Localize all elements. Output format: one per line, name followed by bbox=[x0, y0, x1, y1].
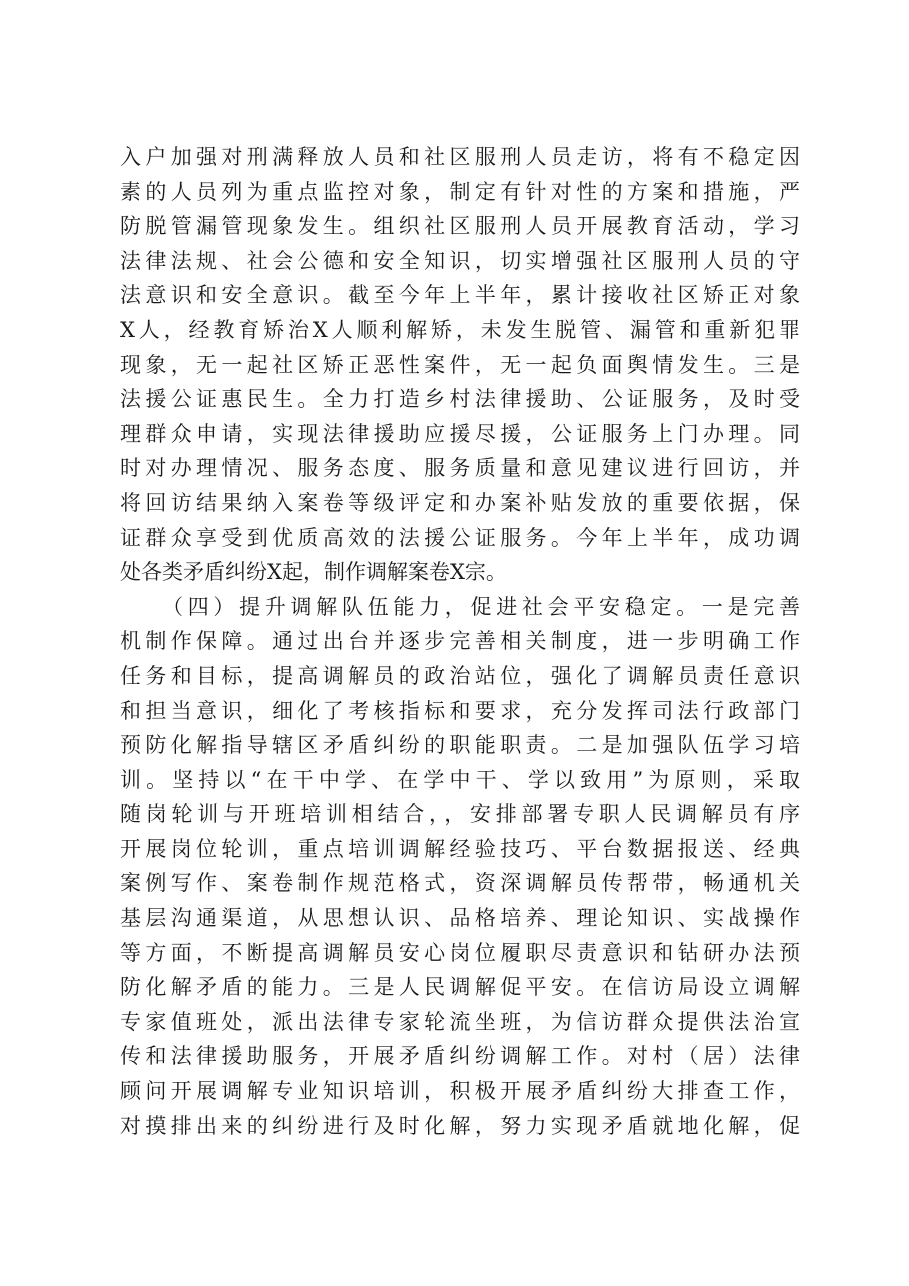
text-line: 传和法律援助服务，开展矛盾纠纷调解工作。对村（居）法律 bbox=[120, 1044, 800, 1069]
text-line: 素的人员列为重点监控对象，制定有针对性的方案和措施，严 bbox=[120, 179, 800, 204]
body-text bbox=[120, 140, 800, 1143]
text-line: 现象，无一起社区矫正恶性案件，无一起负面舆情发生。三是 bbox=[120, 352, 800, 377]
text-line: 专家值班处，派出法律专家轮流坐班，为信访群众提供法治宣 bbox=[120, 1009, 800, 1034]
text-line: 案例写作、案卷制作规范格式，资深调解员传帮带，畅通机关 bbox=[120, 871, 800, 896]
text-line: 预防化解指导辖区矛盾纠纷的职能职责。二是加强队伍学习培 bbox=[120, 733, 800, 758]
text-line: 证群众享受到优质高效的法援公证服务。今年上半年，成功调 bbox=[120, 525, 800, 550]
text-line: 法意识和安全意识。截至今年上半年，累计接收社区矫正对象 bbox=[120, 283, 800, 308]
text-line: 开展岗位轮训，重点培训调解经验技巧、平台数据报送、经典 bbox=[120, 836, 800, 861]
paragraph-end-line: 处各类矛盾纠纷X起，制作调解案卷X宗。 bbox=[120, 560, 507, 585]
text-line: 将回访结果纳入案卷等级评定和办案补贴发放的重要依据，保 bbox=[120, 490, 800, 515]
text-line: 防化解矛盾的能力。三是人民调解促平安。在信访局设立调解 bbox=[120, 975, 800, 1000]
text-line: 等方面，不断提高调解员安心岗位履职尽责意识和钻研办法预 bbox=[120, 940, 800, 965]
paragraph-start-line: （四）提升调解队伍能力，促进社会平安稳定。一是完善 bbox=[162, 594, 800, 619]
text-line: 和担当意识，细化了考核指标和要求，充分发挥司法行政部门 bbox=[120, 698, 800, 723]
text-line: 理群众申请，实现法律援助应援尽援，公证服务上门办理。同 bbox=[120, 421, 800, 446]
text-line: 机制作保障。通过出台并逐步完善相关制度，进一步明确工作 bbox=[120, 629, 800, 654]
text-line: 任务和目标，提高调解员的政治站位，强化了调解员责任意识 bbox=[120, 663, 800, 688]
text-line: X人，经教育矫治X人顺利解矫，未发生脱管、漏管和重新犯罪 bbox=[120, 317, 800, 342]
text-line: 基层沟通渠道，从思想认识、品格培养、理论知识、实战操作 bbox=[120, 906, 800, 931]
text-line: 顾问开展调解专业知识培训，积极开展矛盾纠纷大排查工作， bbox=[120, 1079, 800, 1104]
text-line: 法援公证惠民生。全力打造乡村法律援助、公证服务，及时受 bbox=[120, 387, 800, 412]
text-line: 训。坚持以“在干中学、在学中干、学以致用”为原则，采取 bbox=[120, 767, 800, 792]
text-line: 法律法规、社会公德和安全知识，切实增强社区服刑人员的守 bbox=[120, 248, 800, 273]
text-line: 入户加强对刑满释放人员和社区服刑人员走访，将有不稳定因 bbox=[120, 145, 800, 169]
text-line: 对摸排出来的纠纷进行及时化解，努力实现矛盾就地化解，促 bbox=[120, 1113, 800, 1138]
text-line: 时对办理情况、服务态度、服务质量和意见建议进行回访，并 bbox=[120, 456, 800, 481]
text-line: 防脱管漏管现象发生。组织社区服刑人员开展教育活动，学习 bbox=[120, 214, 800, 239]
text-line: 随岗轮训与开班培训相结合，，安排部署专职人民调解员有序 bbox=[120, 802, 800, 827]
